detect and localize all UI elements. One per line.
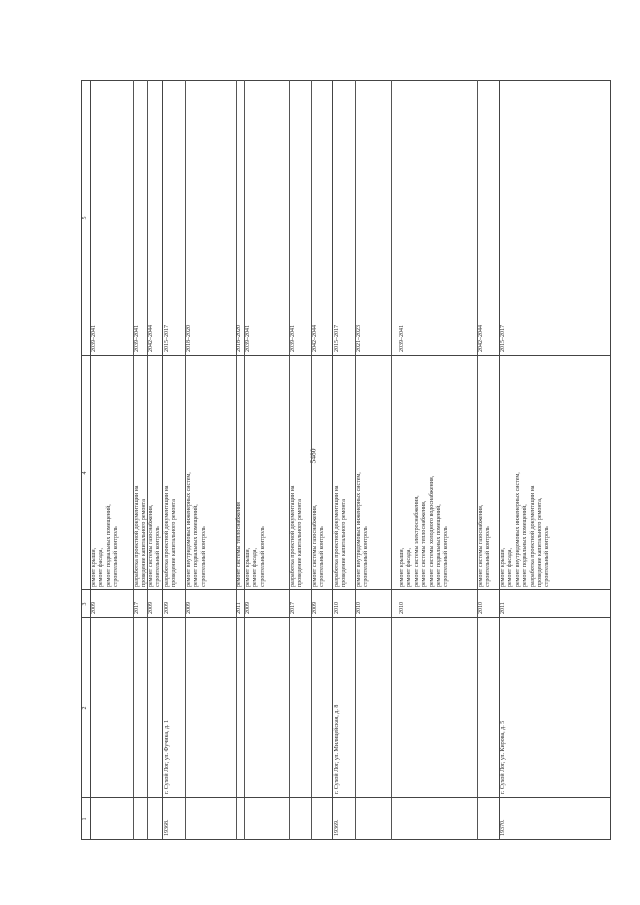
year-cell: 2010 <box>334 602 340 614</box>
work-line: ремонт системы теплоснабжения, <box>421 500 428 587</box>
col-divider <box>81 797 611 798</box>
works-cell <box>334 486 349 587</box>
work-line: ремонт крыши, <box>245 547 251 587</box>
period-cell: 2039–2041 <box>134 325 140 352</box>
year-cell: 2009 <box>91 602 97 614</box>
work-line: разработка проектной документации на <box>134 485 140 587</box>
works-cell <box>478 505 493 587</box>
works-cell <box>164 486 179 587</box>
table-subrow <box>391 80 478 840</box>
col-divider <box>81 355 611 356</box>
header-col-4: 4 <box>82 471 88 475</box>
work-line: разработка проектной документации на <box>290 485 296 587</box>
work-line: ремонт системы теплоснабжения <box>236 502 242 587</box>
col-divider <box>81 617 611 618</box>
work-line: ремонт внутридомовых инженерных систем, <box>186 472 192 587</box>
work-line: ремонт крыши, <box>399 547 405 587</box>
works-cell <box>91 504 121 587</box>
period-cell: 2039–2041 <box>290 325 296 352</box>
works-cell <box>134 486 149 587</box>
year-cell: 2009 <box>148 602 154 614</box>
work-line: проведение капитального ремонта, <box>537 497 544 587</box>
work-line: строительный контроль <box>113 526 120 587</box>
work-line: строительный контроль <box>200 526 207 587</box>
period-cell: 2042–2044 <box>312 325 318 352</box>
work-line: ремонт подвальных помещений, <box>522 504 529 587</box>
table-subrow <box>185 80 237 840</box>
year-cell: 2011 <box>236 602 242 614</box>
period-cell: 2015–2017 <box>334 325 340 352</box>
work-line: строительный контроль <box>485 526 492 587</box>
year-cell: 2009 <box>186 602 192 614</box>
year-cell: 2009 <box>312 602 318 614</box>
work-line: ремонт крыши, <box>91 547 97 587</box>
col-divider <box>81 589 611 590</box>
work-line: ремонт фасада, <box>98 548 105 587</box>
repair-schedule-table <box>81 80 611 840</box>
work-line: проведение капитального ремонта <box>141 499 148 587</box>
row-id: 19370. <box>500 819 506 836</box>
period-cell: 2018–2020 <box>186 325 192 352</box>
work-line: ремонт системы электроснабжения, <box>413 495 420 587</box>
year-cell: 2009 <box>164 602 170 614</box>
header-col-3: 3 <box>82 602 88 606</box>
work-line: ремонт системы холодного водоснабжения, <box>428 475 435 587</box>
work-line: ремонт системы газоснабжения, <box>312 504 318 587</box>
address-cell: г. Сухой Лог, ул. Милицейская, д. 8 <box>334 704 340 794</box>
period-cell: 2039–2041 <box>399 325 405 352</box>
work-line: строительный контроль <box>259 526 266 587</box>
works-cell <box>399 476 451 587</box>
row-id: 19369. <box>334 819 340 836</box>
work-line: ремонт подвальных помещений, <box>436 504 443 587</box>
work-line: разработка проектной документации на <box>529 485 536 587</box>
work-line: строительный контроль <box>155 526 162 587</box>
works-cell <box>245 526 267 587</box>
work-line: проведение капитального ремонта <box>297 499 304 587</box>
year-cell: 2017 <box>290 602 296 614</box>
work-line: ремонт подвальных помещений, <box>193 504 200 587</box>
year-cell: 2010 <box>478 602 484 614</box>
header-col-2: 2 <box>82 706 88 710</box>
work-line: проведение капитального ремонта <box>341 499 348 587</box>
table-subrow <box>90 80 134 840</box>
page-number: 5480 <box>308 448 318 464</box>
work-line: ремонт внутридомовых инженерных систем, <box>356 472 362 587</box>
period-cell: 2039–2041 <box>245 325 251 352</box>
work-line: разработка проектной документации на <box>334 485 340 587</box>
table-subrow <box>244 80 290 840</box>
work-line: ремонт фасада, <box>406 548 413 587</box>
works-cell <box>356 472 371 587</box>
works-cell <box>148 505 163 587</box>
year-cell: 2010 <box>356 602 362 614</box>
address-cell: г. Сухой Лог, ул. Фучика, д. 1 <box>164 719 170 794</box>
year-cell: 2009 <box>245 602 251 614</box>
work-line: ремонт фасада, <box>252 548 259 587</box>
works-cell <box>500 472 552 587</box>
works-cell <box>290 486 305 587</box>
row-id: 19368. <box>164 819 170 836</box>
year-cell: 2011 <box>500 602 506 614</box>
work-line: строительный контроль <box>443 526 450 587</box>
work-line: ремонт системы газоснабжения, <box>148 504 154 587</box>
works-cell <box>236 502 243 587</box>
work-line: проведение капитального ремонта <box>171 499 178 587</box>
year-cell: 2010 <box>399 602 405 614</box>
period-cell: 2018–2020 <box>236 325 242 352</box>
work-line: строительный контроль <box>319 526 326 587</box>
address-cell: г. Сухой Лог, ул. Кирова, д. 5 <box>500 720 506 794</box>
header-col-5: 5 <box>82 216 88 220</box>
works-cell <box>186 472 208 587</box>
work-line: строительный контроль <box>544 526 551 587</box>
work-line: разработка проектной документации на <box>164 485 170 587</box>
period-cell: 2042–2044 <box>148 325 154 352</box>
header-col-1: 1 <box>82 817 88 821</box>
period-cell: 2039–2041 <box>91 325 97 352</box>
work-line: ремонт крыши, <box>500 547 506 587</box>
period-cell: 2015–2017 <box>164 325 170 352</box>
period-cell: 2021–2023 <box>356 325 362 352</box>
work-line: ремонт внутридомовых инженерных систем, <box>514 472 521 587</box>
period-cell: 2042–2044 <box>478 325 484 352</box>
table-subrow <box>289 80 312 840</box>
work-line: ремонт системы газоснабжения, <box>478 504 484 587</box>
table-subrow <box>355 80 392 840</box>
work-line: ремонт подвальных помещений, <box>105 504 112 587</box>
table-subrow <box>133 80 148 840</box>
work-line: ремонт фасада, <box>507 548 514 587</box>
works-cell <box>312 505 327 587</box>
year-cell: 2017 <box>134 602 140 614</box>
period-cell: 2015–2017 <box>500 325 506 352</box>
work-line: строительный контроль <box>363 526 370 587</box>
